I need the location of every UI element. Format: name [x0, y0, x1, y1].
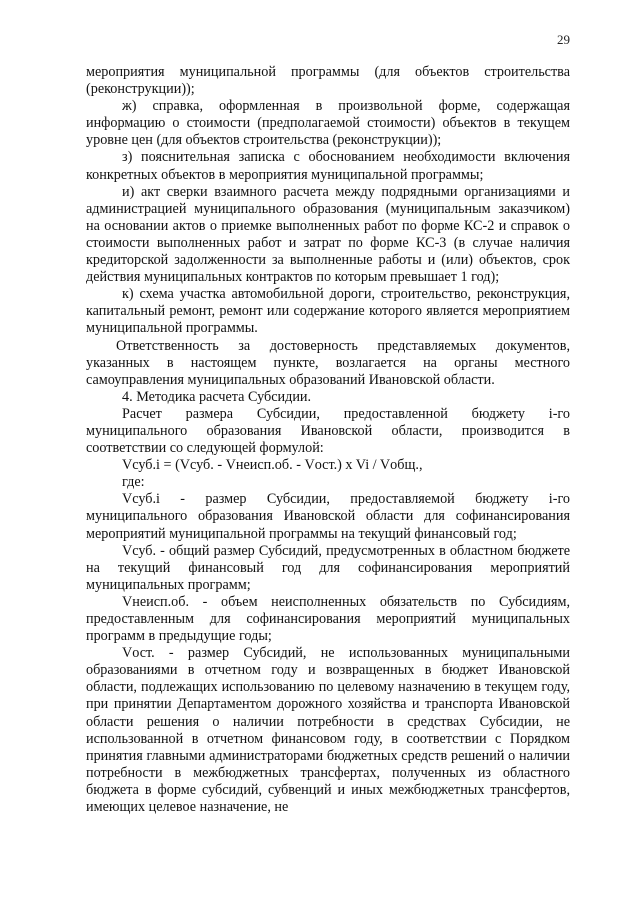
paragraph-item-z: з) пояснительная записка с обоснованием необходимости включения конкретных объектов в мероприятия муниципальной программы; [86, 149, 570, 183]
paragraph-item-k: к) схема участка автомобильной дороги, строительство, реконструкция, капитальный ремонт, ремонт или содержание которого является мероприятием муниципальной программы. [86, 286, 570, 337]
paragraph-calculation-intro: Расчет размера Субсидии, предоставленной бюджету i-го муниципального образования Ивановской области, производится в соответствии со следующей формулой: [86, 405, 570, 457]
definition-vost: Vост. - размер Субсидий, не использованных муниципальными образованиями в отчетном году и возвращенных в бюджет Ивановской области, подлежащих использованию по целевому назначению в текущем году, при принятии Департаментом дорожного хозяйства и транспорта Ивановской области решения о наличии потребности в средствах Субсидии, не использованной в отчетном финансовом году, в соответствии с Порядком принятия главными администраторами бюджетных средств решений о наличии потребности в межбюджетных трансфертах, полученных из областного бюджета в форме субсидий, субвенций и иных межбюджетных трансфертов, имеющих целевое назначение, не [86, 645, 570, 816]
page-number: 29 [557, 32, 570, 47]
formula-where-label: где: [122, 474, 145, 491]
paragraph-item-i: и) акт сверки взаимного расчета между подрядными организациями и администрацией муниципального образования (муниципальным заказчиком) на основании актов о приемке выполненных работ по форме КС-2 и справок о стоимости выполненных работ и затрат по форме КС-3 (в случае наличия кредиторской задолженности за выполненные работы и (или) объектов, срок действия муниципальных контрактов по которым превышает 1 год); [86, 183, 570, 286]
definition-vneisp: Vнеисп.об. - объем неисполненных обязательств по Субсидиям, предоставленным для софинансирования мероприятий муниципальных программ в предыдущие годы; [86, 593, 570, 645]
definition-vsub-i: Vсуб.i - размер Субсидии, предоставляемой бюджету i-го муниципального образования Ивановской области для софинансирования мероприятий муниципальной программы на текущий финансовый год; [86, 491, 570, 542]
paragraph-responsibility: Ответственность за достоверность представляемых документов, указанных в настоящем пункте, возлагается на органы местного самоуправления муниципальных образований Ивановской области. [86, 337, 570, 388]
document-body [86, 64, 570, 816]
section-heading-methodology: 4. Методика расчета Субсидии. [122, 388, 312, 405]
paragraph-continuation: мероприятия муниципальной программы (для объектов строительства (реконструкции)); [86, 64, 570, 98]
subsidy-formula: Vсуб.i = (Vсуб. - Vнеисп.об. - Vост.) x Vi / Vобщ., [122, 457, 423, 474]
paragraph-item-zh: ж) справка, оформленная в произвольной форме, содержащая информацию о стоимости (предполагаемой стоимости) объектов в текущем уровне цен (для объектов строительства (реконструкции)); [86, 98, 570, 149]
definition-vsub: Vсуб. - общий размер Субсидий, предусмотренных в областном бюджете на текущий финансовый год для софинансирования мероприятий муниципальных программ; [86, 542, 570, 593]
